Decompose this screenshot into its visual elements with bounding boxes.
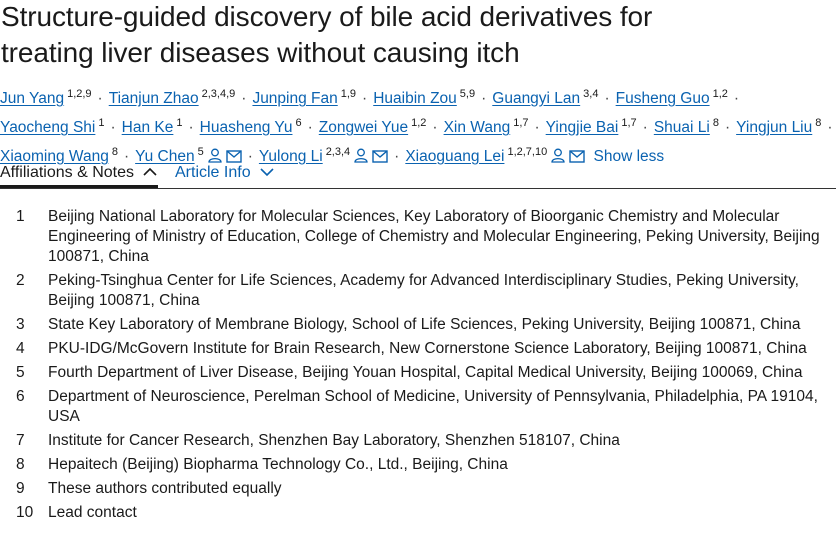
author-affiliation-sup: 8 — [712, 117, 719, 129]
author-affiliation-sup: 8 — [111, 146, 118, 158]
author-separator: · — [97, 90, 103, 107]
affiliation-item — [0, 315, 836, 335]
author-separator: · — [247, 148, 253, 165]
affiliation-number: 5 — [16, 364, 25, 381]
author-link[interactable]: Yu Chen — [135, 148, 195, 165]
affiliation-number: 8 — [16, 456, 25, 473]
tab-article-info-label: Article Info — [175, 164, 251, 181]
author-separator: · — [188, 119, 194, 136]
affiliation-text: Fourth Department of Liver Disease, Beijing Youan Hospital, Capital Medical University, Beijing 100069, China — [48, 364, 803, 381]
author-separator: · — [724, 119, 731, 136]
author-affiliation-sup: 1,2,7,10 — [507, 146, 548, 158]
author-affiliation-sup: 1 — [176, 117, 183, 129]
show-less-link[interactable]: Show less — [593, 148, 665, 165]
author-separator: · — [362, 90, 368, 107]
author-link[interactable]: Xiaoguang Lei — [405, 148, 505, 165]
author-list — [0, 82, 836, 169]
author-link[interactable]: Junping Fan — [252, 90, 338, 107]
chevron-down-icon — [259, 166, 275, 178]
author-separator: · — [604, 90, 610, 107]
affiliation-number: 2 — [16, 272, 25, 289]
affiliation-item — [0, 431, 836, 451]
author-line — [0, 111, 836, 140]
affiliation-number: 10 — [16, 504, 34, 521]
author-affiliation-sup: 2,3,4,9 — [201, 88, 236, 100]
affiliation-number: 4 — [16, 340, 25, 357]
affiliation-number: 7 — [16, 432, 25, 449]
author-separator: · — [241, 90, 247, 107]
affiliation-item — [0, 271, 836, 311]
author-link[interactable]: Xin Wang — [443, 119, 511, 136]
author-link[interactable]: Huasheng Yu — [199, 119, 293, 136]
author-separator: · — [733, 90, 740, 107]
author-link[interactable]: Yingjie Bai — [545, 119, 619, 136]
author-affiliation-sup: 1,7 — [513, 117, 529, 129]
affiliation-text: Beijing National Laboratory for Molecular Sciences, Key Laboratory of Bioorganic Chemistry and Molecular Engineering of Ministry of Education, College of Chemistry and Molecular Engineering, Peking University, Beijing 100871, China — [48, 208, 820, 265]
tab-article-info[interactable] — [175, 162, 275, 184]
author-separator: · — [110, 119, 116, 136]
author-separator: · — [534, 119, 540, 136]
affiliation-number: 6 — [16, 388, 25, 405]
author-separator: · — [432, 119, 438, 136]
author-separator: · — [123, 148, 130, 165]
active-tab-indicator — [0, 185, 158, 188]
affiliation-list — [0, 207, 836, 527]
affiliation-number: 3 — [16, 316, 25, 333]
author-separator: · — [307, 119, 313, 136]
affiliation-item — [0, 479, 836, 499]
affiliation-item — [0, 207, 836, 267]
author-separator: · — [394, 148, 400, 165]
author-separator: · — [481, 90, 487, 107]
author-separator: · — [642, 119, 648, 136]
author-affiliation-sup: 8 — [815, 117, 822, 129]
author-link[interactable]: Huaibin Zou — [373, 90, 457, 107]
affiliation-text: Department of Neuroscience, Perelman School of Medicine, University of Pennsylvania, Philadelphia, PA 19104, USA — [48, 388, 818, 425]
title-line-1: Structure-guided discovery of bile acid derivatives for — [1, 1, 653, 32]
tab-bar — [0, 160, 836, 189]
author-affiliation-sup: 5,9 — [459, 88, 476, 100]
tab-affiliations-label: Affiliations & Notes — [0, 164, 134, 181]
author-affiliation-sup: 5 — [197, 146, 204, 158]
author-line — [0, 82, 836, 111]
author-affiliation-sup: 1,7 — [621, 117, 637, 129]
author-affiliation-sup: 1,2 — [712, 88, 728, 100]
author-link[interactable]: Tianjun Zhao — [108, 90, 199, 107]
author-affiliation-sup: 1,9 — [340, 88, 357, 100]
affiliation-text: PKU-IDG/McGovern Institute for Brain Research, New Cornerstone Science Laboratory, Beijing 100871, China — [48, 340, 807, 357]
affiliation-item — [0, 387, 836, 427]
affiliation-item — [0, 503, 836, 523]
author-affiliation-sup: 6 — [295, 117, 302, 129]
affiliation-item — [0, 339, 836, 359]
affiliation-text: Institute for Cancer Research, Shenzhen Bay Laboratory, Shenzhen 518107, China — [48, 432, 620, 449]
author-affiliation-sup: 2,3,4 — [325, 146, 351, 158]
author-affiliation-sup: 3,4 — [583, 88, 599, 100]
affiliation-text: These authors contributed equally — [48, 480, 282, 497]
affiliation-number: 1 — [16, 208, 25, 225]
author-link[interactable]: Han Ke — [121, 119, 174, 136]
author-link[interactable]: Fusheng Guo — [615, 90, 710, 107]
author-link[interactable]: Yingjun Liu — [736, 119, 813, 136]
affiliation-text: Peking-Tsinghua Center for Life Sciences, Academy for Advanced Interdisciplinary Studies, Peking University, Beijing 100871, China — [48, 272, 799, 309]
chevron-up-icon — [142, 166, 158, 178]
author-link[interactable]: Guangyi Lan — [492, 90, 581, 107]
author-link[interactable]: Yulong Li — [258, 148, 323, 165]
affiliation-text: Hepaitech (Beijing) Biopharma Technology Co., Ltd., Beijing, China — [48, 456, 508, 473]
affiliation-text: State Key Laboratory of Membrane Biology, School of Life Sciences, Peking University, Beijing 100871, China — [48, 316, 801, 333]
affiliation-text: Lead contact — [48, 504, 137, 521]
author-affiliation-sup: 1 — [98, 117, 105, 129]
affiliation-item — [0, 455, 836, 475]
article-title — [0, 0, 836, 71]
author-affiliation-sup: 1,2,9 — [67, 88, 92, 100]
author-separator: · — [827, 119, 833, 136]
author-affiliation-sup: 1,2 — [411, 117, 427, 129]
tab-affiliations-notes[interactable] — [0, 162, 158, 184]
author-link[interactable]: Yaocheng Shi — [0, 119, 96, 136]
author-link[interactable]: Jun Yang — [0, 90, 65, 107]
affiliation-number: 9 — [16, 480, 25, 497]
title-line-2: treating liver diseases without causing itch — [1, 37, 520, 68]
author-link[interactable]: Zongwei Yue — [318, 119, 409, 136]
author-link[interactable]: Shuai Li — [653, 119, 710, 136]
author-link[interactable]: Xiaoming Wang — [0, 148, 109, 165]
affiliation-item — [0, 363, 836, 383]
